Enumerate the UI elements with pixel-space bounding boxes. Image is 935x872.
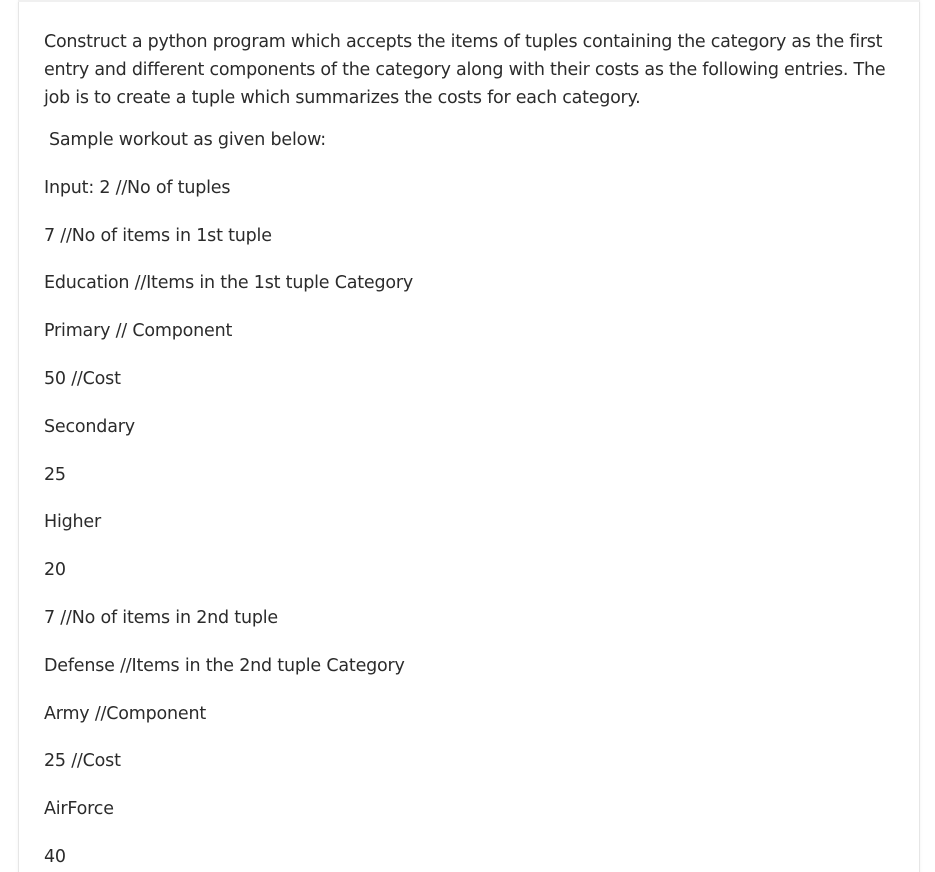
question-body	[44, 28, 894, 872]
sample-line: Higher	[44, 512, 101, 533]
sample-line: 7 //No of items in 2nd tuple	[44, 607, 278, 628]
sample-line: Defense //Items in the 2nd tuple Category	[44, 655, 405, 676]
sample-heading: Sample workout as given below:	[49, 130, 326, 150]
sample-line: Secondary	[44, 416, 135, 437]
sample-line: AirForce	[44, 799, 114, 820]
sample-line: Education //Items in the 1st tuple Category	[44, 273, 414, 294]
sample-line: Primary // Component	[44, 321, 233, 342]
top-divider	[18, 0, 920, 2]
sample-line: 40	[44, 846, 66, 867]
sample-line: 20	[44, 560, 66, 581]
sample-line: 7 //No of items in 1st tuple	[44, 225, 272, 246]
sample-line: 50 //Cost	[44, 368, 121, 389]
sample-line: Input: 2 //No of tuples	[44, 177, 231, 198]
question-intro: Construct a python program which accepts the items of tuples containing the category as the first entry and different components of the category along with their costs as the following entries. The job is to create a tuple which summarizes the costs for each category.	[44, 32, 886, 108]
sample-line: Army //Component	[44, 703, 207, 724]
sample-line: 25 //Cost	[44, 751, 121, 772]
sample-line: 25	[44, 464, 66, 485]
sample-workout	[44, 129, 894, 872]
